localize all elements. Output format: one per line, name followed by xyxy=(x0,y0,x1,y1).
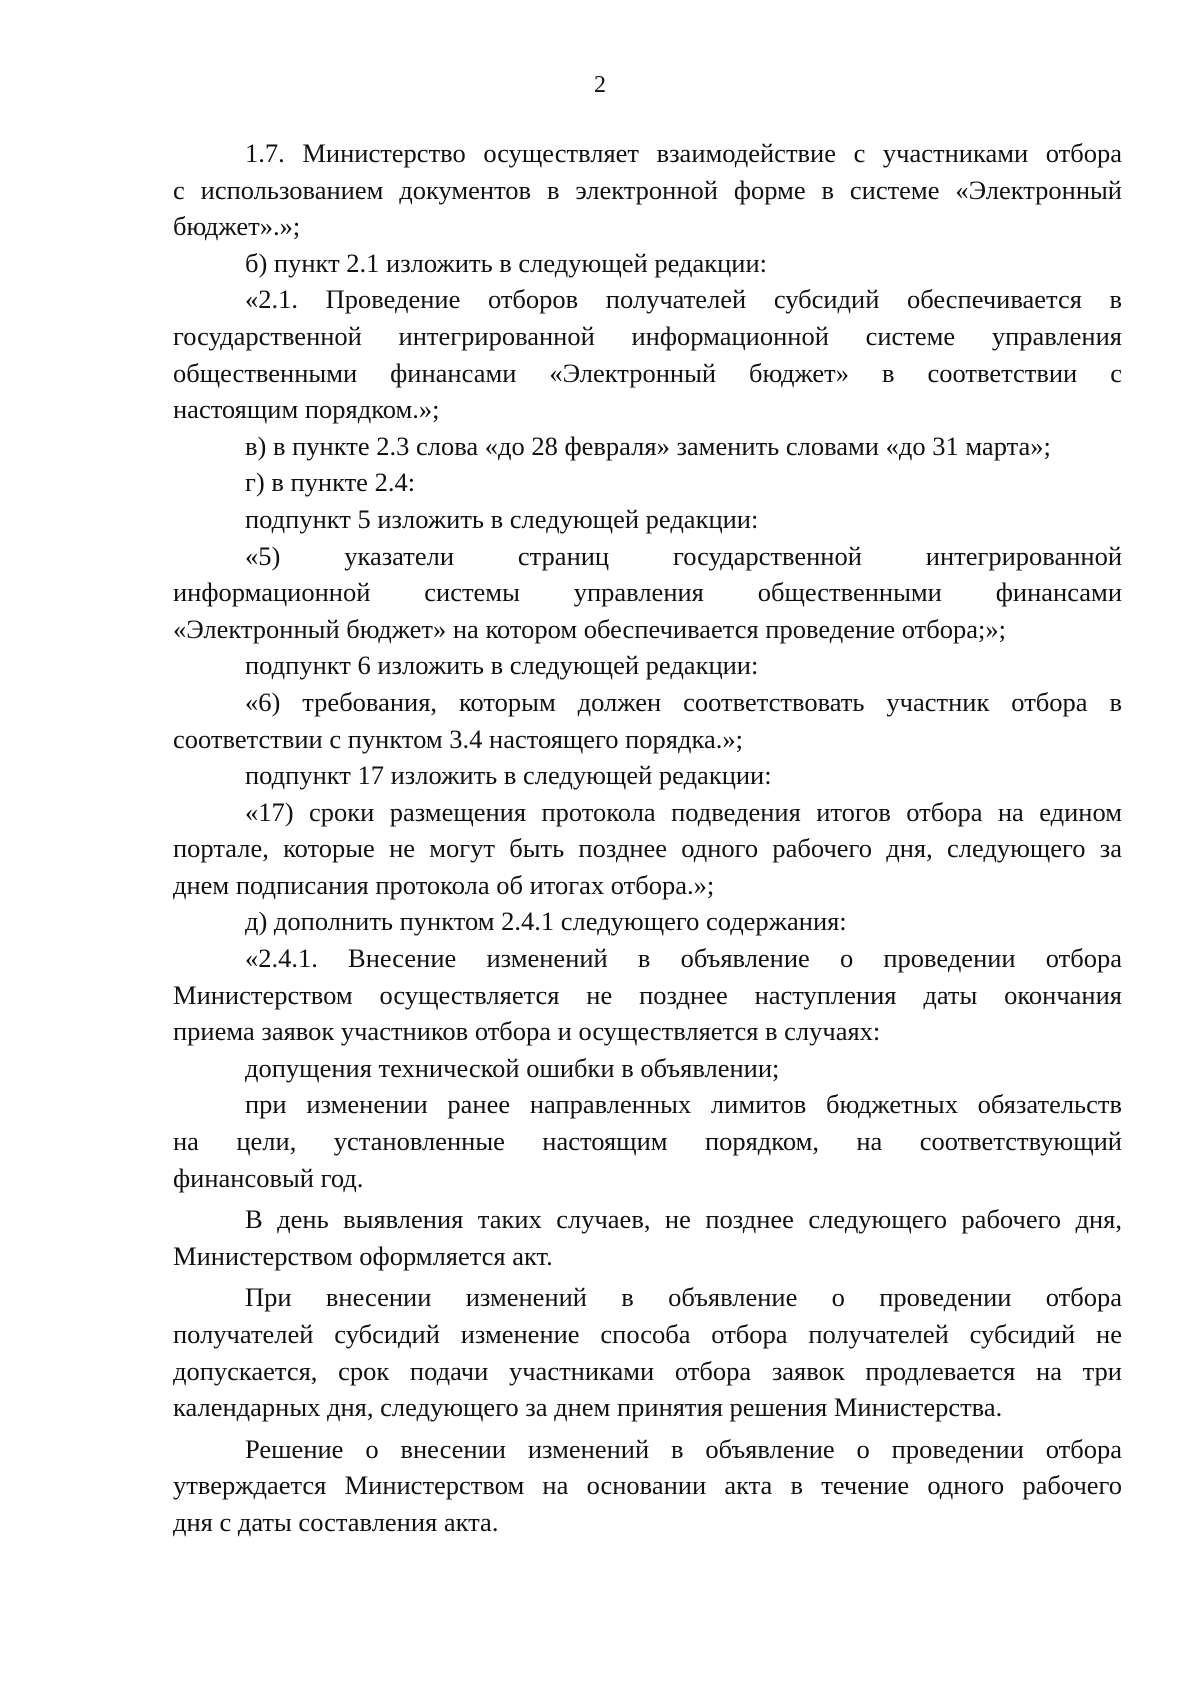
text-line: 1.7. Министерство осуществляет взаимодействие с участниками отбора xyxy=(245,138,1122,168)
text-line: допускается, срок подачи участниками отбора заявок продлевается на три xyxy=(173,1355,1122,1386)
text-line: подпункт 5 изложить в следующей редакции: xyxy=(245,503,759,534)
text-line: «Электронный бюджет» на котором обеспечивается проведение отбора;»; xyxy=(173,613,1006,644)
text-line: «2.1. Проведение отборов получателей субсидий обеспечивается в xyxy=(245,284,1122,315)
text-line: Министерством оформляется акт. xyxy=(173,1240,553,1271)
document-body xyxy=(173,135,1122,1541)
paragraph xyxy=(173,245,1122,282)
text-line: В день выявления таких случаев, не позднее следующего рабочего дня, xyxy=(245,1204,1122,1235)
text-line: календарных дня, следующего за днем принятия решения Министерства. xyxy=(173,1392,1003,1423)
paragraph xyxy=(173,684,1122,757)
paragraph xyxy=(173,794,1122,904)
paragraph xyxy=(173,1279,1122,1425)
text-line: государственной интегрированной информационной системе управления xyxy=(173,320,1122,351)
text-line: дня с даты составления акта. xyxy=(173,1506,499,1537)
text-line: г) в пункте 2.4: xyxy=(245,467,416,498)
paragraph xyxy=(173,501,1122,538)
paragraph xyxy=(173,428,1122,465)
page-number: 2 xyxy=(594,72,606,98)
text-line: «17) сроки размещения протокола подведения итогов отбора на едином xyxy=(245,796,1122,827)
text-line: б) пункт 2.1 изложить в следующей редакции: xyxy=(245,247,768,278)
paragraph xyxy=(173,757,1122,794)
paragraph xyxy=(173,903,1122,940)
paragraph xyxy=(173,538,1122,648)
text-line: подпункт 6 изложить в следующей редакции: xyxy=(245,650,759,681)
text-line: получателей субсидий изменение способа отбора получателей субсидий не xyxy=(173,1319,1122,1349)
text-line: «5) указатели страниц государственной интегрированной xyxy=(245,540,1122,571)
text-line: соответствии с пунктом 3.4 настоящего порядка.»; xyxy=(173,723,743,754)
paragraph xyxy=(173,464,1122,501)
text-line: в) в пункте 2.3 слова «до 28 февраля» заменить словами «до 31 марта»; xyxy=(245,430,1051,461)
text-line: с использованием документов в электронной форме в системе «Электронный xyxy=(173,174,1122,205)
paragraph xyxy=(173,647,1122,684)
paragraph xyxy=(173,1050,1122,1087)
text-line: днем подписания протокола об итогах отбора.»; xyxy=(173,869,715,900)
paragraph xyxy=(173,1086,1122,1196)
text-line: финансовый год. xyxy=(173,1162,364,1193)
text-line: утверждается Министерством на основании акта в течение одного рабочего xyxy=(173,1470,1122,1501)
paragraph xyxy=(173,281,1122,427)
text-line: портале, которые не могут быть позднее одного рабочего дня, следующего за xyxy=(173,833,1122,864)
paragraph xyxy=(173,1201,1122,1274)
text-line: настоящим порядком.»; xyxy=(173,394,440,425)
text-line: д) дополнить пунктом 2.4.1 следующего содержания: xyxy=(245,906,847,937)
text-line: общественными финансами «Электронный бюджет» в соответствии с xyxy=(173,357,1122,388)
text-line: допущения технической ошибки в объявлении; xyxy=(245,1052,780,1083)
text-line: на цели, установленные настоящим порядком, на соответствующий xyxy=(173,1126,1122,1157)
text-line: информационной системы управления общественными финансами xyxy=(173,577,1122,608)
paragraph xyxy=(173,1431,1122,1541)
text-line: подпункт 17 изложить в следующей редакции: xyxy=(245,760,772,791)
paragraph xyxy=(173,940,1122,1050)
text-line: Решение о внесении изменений в объявление о проведении отбора xyxy=(245,1433,1122,1464)
text-line: «2.4.1. Внесение изменений в объявление о проведении отбора xyxy=(245,943,1122,974)
text-line: при изменении ранее направленных лимитов бюджетных обязательств xyxy=(245,1089,1122,1120)
text-line: «6) требования, которым должен соответствовать участник отбора в xyxy=(245,686,1122,717)
paragraph xyxy=(173,135,1122,245)
text-line: Министерством осуществляется не позднее наступления даты окончания xyxy=(173,979,1122,1010)
text-line: бюджет».»; xyxy=(173,211,301,242)
text-line: При внесении изменений в объявление о проведении отбора xyxy=(245,1282,1122,1313)
text-line: приема заявок участников отбора и осуществляется в случаях: xyxy=(173,1016,881,1047)
